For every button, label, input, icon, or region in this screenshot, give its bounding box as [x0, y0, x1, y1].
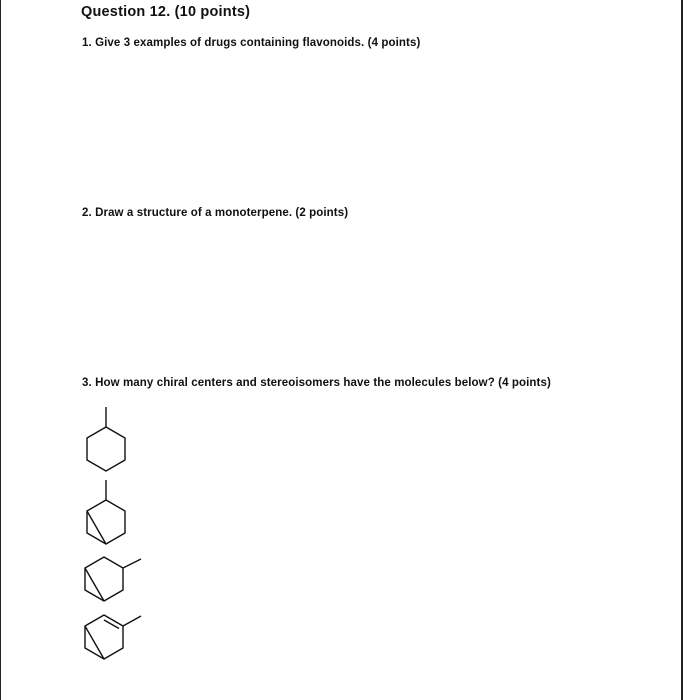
page-title: Question 12. (10 points): [81, 4, 251, 20]
molecule-1-structure: [79, 405, 139, 475]
question-3: 3. How many chiral centers and stereoisomers have the molecules below? (4 points): [82, 377, 551, 389]
question-1: 1. Give 3 examples of drugs containing flavonoids. (4 points): [82, 37, 421, 49]
molecule-2-structure: [79, 478, 139, 548]
molecule-3-structure: [79, 553, 149, 611]
molecule-4-structure: [79, 611, 149, 671]
question-2: 2. Draw a structure of a monoterpene. (2 points): [82, 207, 349, 219]
